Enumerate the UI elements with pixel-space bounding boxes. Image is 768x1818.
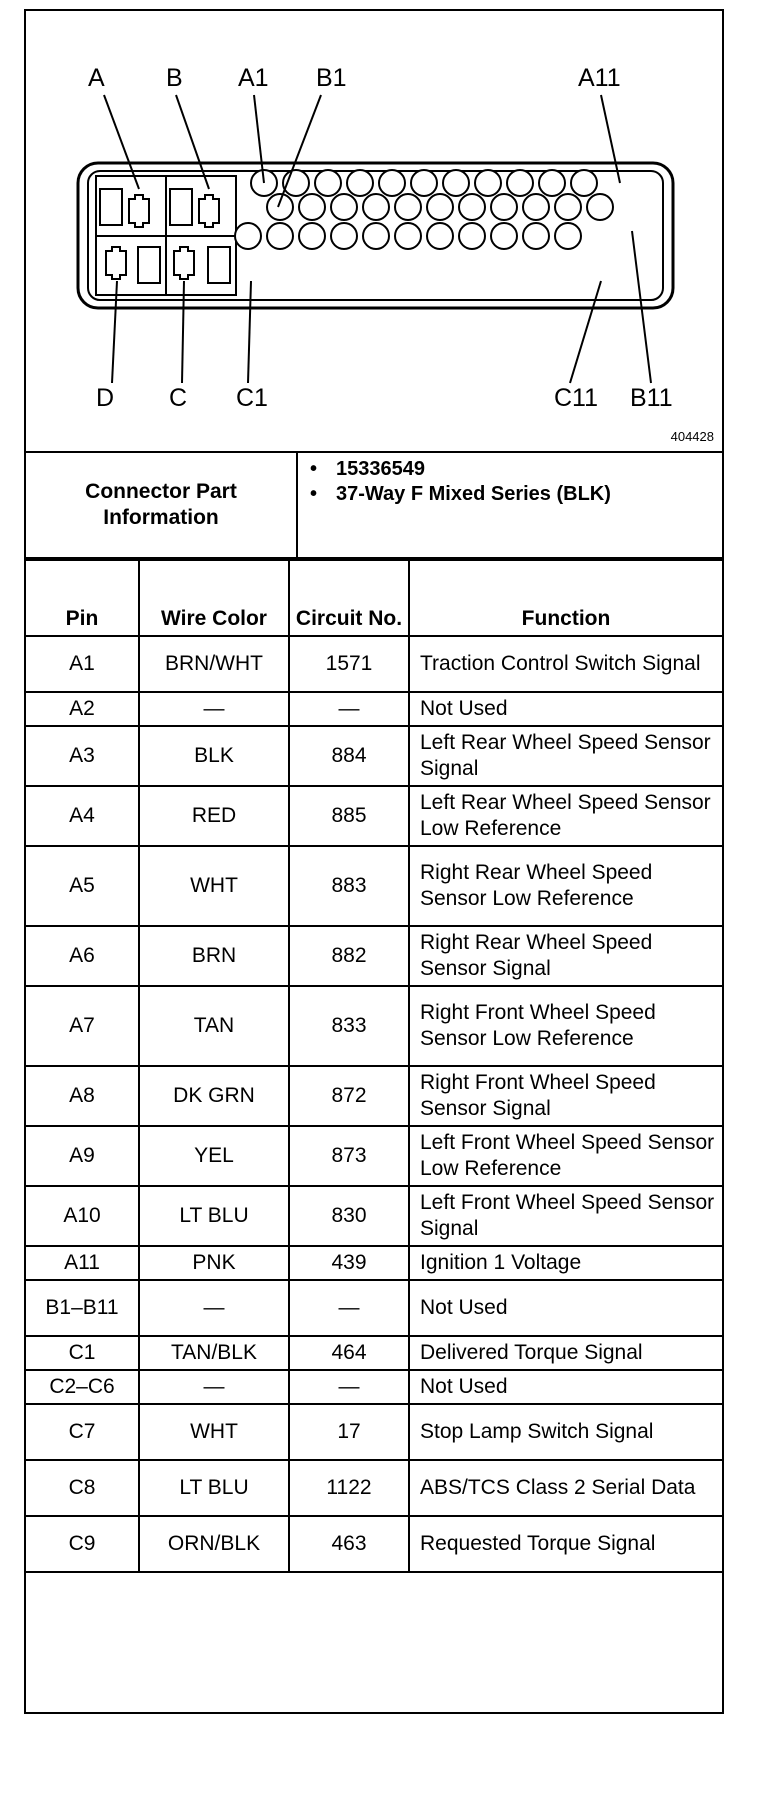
pin-A4 xyxy=(347,170,373,196)
wire-color-cell: RED xyxy=(139,786,289,846)
wire-color-cell: — xyxy=(139,1280,289,1336)
pin-A6 xyxy=(411,170,437,196)
pin-cell: A3 xyxy=(26,726,139,786)
header-pin: Pin xyxy=(26,560,139,636)
pin-B10 xyxy=(555,194,581,220)
cavity-B xyxy=(199,195,219,227)
circuit-cell: 1571 xyxy=(289,636,409,692)
pin-A3 xyxy=(315,170,341,196)
label-D: D xyxy=(96,384,115,412)
table-row xyxy=(26,786,722,846)
function-cell: ABS/TCS Class 2 Serial Data xyxy=(409,1460,722,1516)
wire-color-cell: — xyxy=(139,1370,289,1404)
connector-part-info xyxy=(26,453,722,559)
pin-cell: A10 xyxy=(26,1186,139,1246)
label-C11: C11 xyxy=(554,384,599,412)
pin-B7 xyxy=(459,194,485,220)
pin-B4 xyxy=(363,194,389,220)
wire-color-cell: ORN/BLK xyxy=(139,1516,289,1572)
wire-color-cell: BRN xyxy=(139,926,289,986)
pin-B8 xyxy=(491,194,517,220)
table-row xyxy=(26,1066,722,1126)
label-A11: A11 xyxy=(578,64,621,92)
circuit-cell: 463 xyxy=(289,1516,409,1572)
pin-cell: C1 xyxy=(26,1336,139,1370)
circuit-cell: 885 xyxy=(289,786,409,846)
table-row xyxy=(26,1460,722,1516)
pin-cavities xyxy=(235,170,613,249)
table-row xyxy=(26,846,722,926)
pin-C9 xyxy=(491,223,517,249)
circuit-cell: — xyxy=(289,1280,409,1336)
pin-C8 xyxy=(459,223,485,249)
pin-A11 xyxy=(571,170,597,196)
table-row xyxy=(26,986,722,1066)
pin-C1 xyxy=(235,223,261,249)
pin-B2 xyxy=(299,194,325,220)
header-wire-color: Wire Color xyxy=(139,560,289,636)
connector-info-heading: Connector Part Information xyxy=(26,453,298,557)
function-cell: Right Front Wheel Speed Sensor Signal xyxy=(409,1066,722,1126)
function-cell: Traction Control Switch Signal xyxy=(409,636,722,692)
label-B1: B1 xyxy=(316,64,347,92)
pin-C2 xyxy=(267,223,293,249)
connector-sheet xyxy=(24,9,724,1714)
function-cell: Ignition 1 Voltage xyxy=(409,1246,722,1280)
circuit-cell: 17 xyxy=(289,1404,409,1460)
pin-cell: A1 xyxy=(26,636,139,692)
pin-cell: A11 xyxy=(26,1246,139,1280)
function-cell: Not Used xyxy=(409,1370,722,1404)
function-cell: Stop Lamp Switch Signal xyxy=(409,1404,722,1460)
table-row xyxy=(26,1126,722,1186)
cavity-A xyxy=(129,195,149,227)
header-function: Function xyxy=(409,560,722,636)
label-A: A xyxy=(88,64,105,92)
circuit-cell: 883 xyxy=(289,846,409,926)
circuit-cell: 1122 xyxy=(289,1460,409,1516)
pin-C10 xyxy=(523,223,549,249)
pin-cell: C7 xyxy=(26,1404,139,1460)
pin-C5 xyxy=(363,223,389,249)
label-B11: B11 xyxy=(630,384,673,412)
table-row xyxy=(26,926,722,986)
pin-cell: A2 xyxy=(26,692,139,726)
pinout-table xyxy=(26,559,722,1573)
wire-color-cell: — xyxy=(139,692,289,726)
pin-B11 xyxy=(587,194,613,220)
pin-B6 xyxy=(427,194,453,220)
connector-info-bullets xyxy=(298,457,718,507)
pin-C6 xyxy=(395,223,421,249)
circuit-cell: 872 xyxy=(289,1066,409,1126)
function-cell: Right Rear Wheel Speed Sensor Low Reference xyxy=(409,846,722,926)
circuit-cell: 833 xyxy=(289,986,409,1066)
header-circuit-no: Circuit No. xyxy=(289,560,409,636)
wire-color-cell: WHT xyxy=(139,846,289,926)
table-row xyxy=(26,1336,722,1370)
function-cell: Left Rear Wheel Speed Sensor Signal xyxy=(409,726,722,786)
pin-A10 xyxy=(539,170,565,196)
function-cell: Left Rear Wheel Speed Sensor Low Reference xyxy=(409,786,722,846)
table-row xyxy=(26,1404,722,1460)
table-row xyxy=(26,692,722,726)
function-cell: Delivered Torque Signal xyxy=(409,1336,722,1370)
pin-B5 xyxy=(395,194,421,220)
table-row xyxy=(26,636,722,692)
wire-color-cell: YEL xyxy=(139,1126,289,1186)
label-A1: A1 xyxy=(238,64,269,92)
wire-color-cell: LT BLU xyxy=(139,1460,289,1516)
label-C: C xyxy=(169,384,188,412)
wire-color-cell: WHT xyxy=(139,1404,289,1460)
pin-C7 xyxy=(427,223,453,249)
pin-A5 xyxy=(379,170,405,196)
table-row xyxy=(26,1370,722,1404)
pin-C4 xyxy=(331,223,357,249)
pin-cell: A7 xyxy=(26,986,139,1066)
circuit-cell: 830 xyxy=(289,1186,409,1246)
pin-cell: A9 xyxy=(26,1126,139,1186)
table-row xyxy=(26,1186,722,1246)
circuit-cell: — xyxy=(289,1370,409,1404)
pin-cell: C9 xyxy=(26,1516,139,1572)
pin-C3 xyxy=(299,223,325,249)
pin-B3 xyxy=(331,194,357,220)
pin-cell: C8 xyxy=(26,1460,139,1516)
circuit-cell: 873 xyxy=(289,1126,409,1186)
function-cell: Left Front Wheel Speed Sensor Signal xyxy=(409,1186,722,1246)
label-C1: C1 xyxy=(236,384,268,412)
pin-B1 xyxy=(267,194,293,220)
table-row xyxy=(26,1516,722,1572)
connector-description: • 37-Way F Mixed Series (BLK) xyxy=(298,482,718,507)
pin-C11 xyxy=(555,223,581,249)
label-B: B xyxy=(166,64,183,92)
wire-color-cell: DK GRN xyxy=(139,1066,289,1126)
table-header-row xyxy=(26,560,722,636)
pin-cell: A6 xyxy=(26,926,139,986)
function-cell: Not Used xyxy=(409,1280,722,1336)
pin-A7 xyxy=(443,170,469,196)
pin-cell: A8 xyxy=(26,1066,139,1126)
table-row xyxy=(26,726,722,786)
circuit-cell: 464 xyxy=(289,1336,409,1370)
part-number: • 15336549 xyxy=(298,457,718,482)
circuit-cell: 882 xyxy=(289,926,409,986)
pin-B9 xyxy=(523,194,549,220)
table-row xyxy=(26,1280,722,1336)
reference-number: 404428 xyxy=(670,429,714,444)
cavity-D xyxy=(106,247,126,279)
pin-cell: A5 xyxy=(26,846,139,926)
function-cell: Right Rear Wheel Speed Sensor Signal xyxy=(409,926,722,986)
wire-color-cell: PNK xyxy=(139,1246,289,1280)
wire-color-cell: TAN/BLK xyxy=(139,1336,289,1370)
wire-color-cell: BLK xyxy=(139,726,289,786)
cavity-C xyxy=(174,247,194,279)
circuit-cell: — xyxy=(289,692,409,726)
wire-color-cell: TAN xyxy=(139,986,289,1066)
circuit-cell: 884 xyxy=(289,726,409,786)
pin-cell: B1–B11 xyxy=(26,1280,139,1336)
table-row xyxy=(26,1246,722,1280)
connector-diagram xyxy=(26,11,722,453)
function-cell: Not Used xyxy=(409,692,722,726)
function-cell: Left Front Wheel Speed Sensor Low Reference xyxy=(409,1126,722,1186)
wire-color-cell: LT BLU xyxy=(139,1186,289,1246)
pin-A9 xyxy=(507,170,533,196)
pin-cell: C2–C6 xyxy=(26,1370,139,1404)
function-cell: Right Front Wheel Speed Sensor Low Reference xyxy=(409,986,722,1066)
circuit-cell: 439 xyxy=(289,1246,409,1280)
pin-cell: A4 xyxy=(26,786,139,846)
wire-color-cell: BRN/WHT xyxy=(139,636,289,692)
function-cell: Requested Torque Signal xyxy=(409,1516,722,1572)
pin-A8 xyxy=(475,170,501,196)
